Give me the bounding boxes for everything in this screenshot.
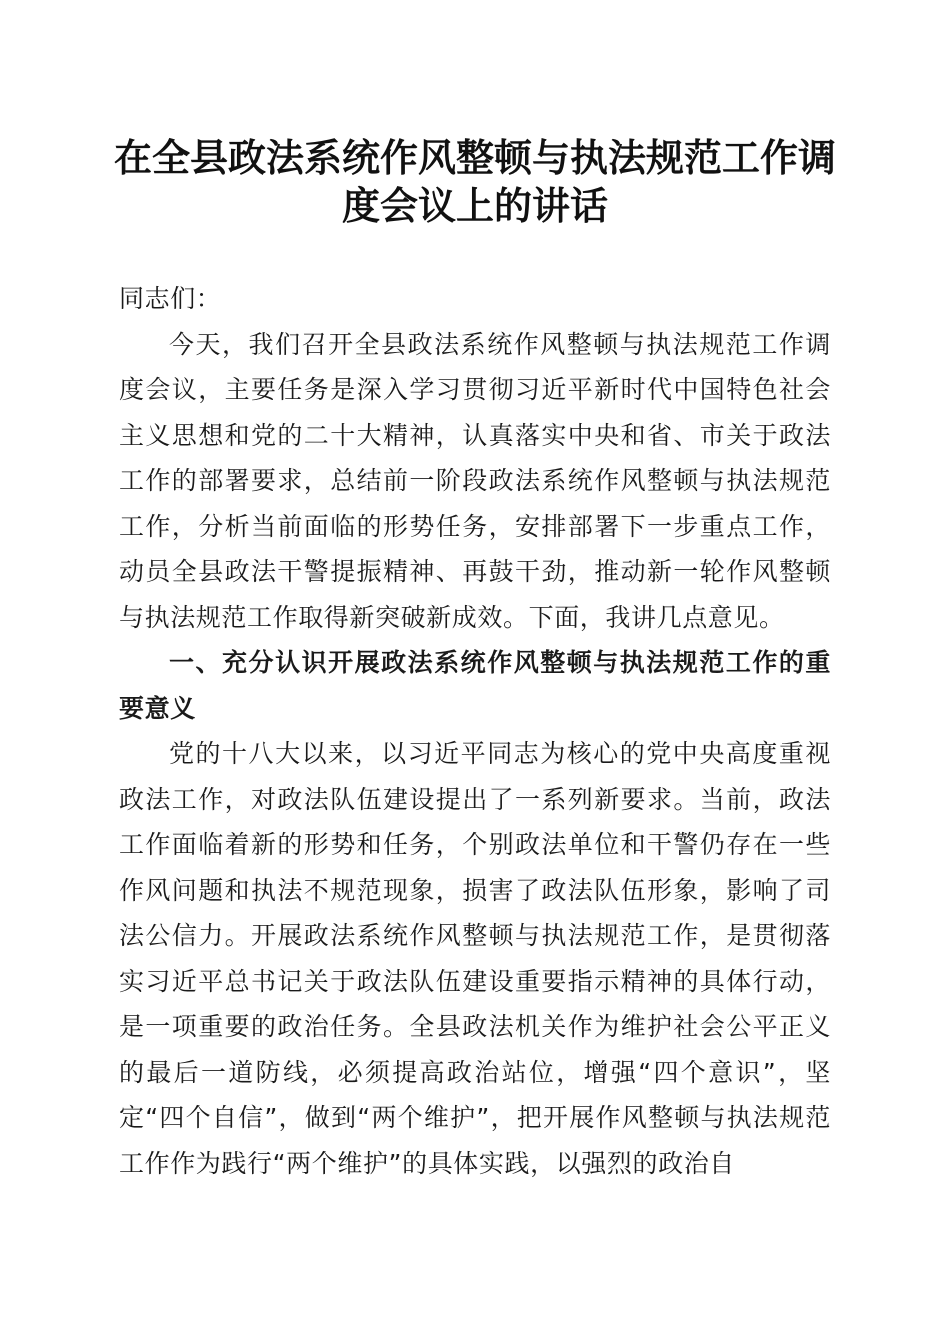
salutation: 同志们： (119, 284, 222, 313)
section-one-paragraph: 党的十八大以来，以习近平同志为核心的党中央高度重视政法工作，对政法队伍建设提出了一系列新要求。当前，政法工作面临着新的形势和任务，个别政法单位和干警仍存在一些作风问题和执法不规范现象，损害了政法队伍形象，影响了司法公信力。开展政法系统作风整顿与执法规范工作，是贯彻落实习近平总书记关于政法队伍建设重要指示精神的具体行动，是一项重要的政治任务。全县政法机关作为维护社会公平正义的最后一道防线，必须提高政治站位，增强“四个意识”，坚定“四个自信”，做到“两个维护”，把开展作风整顿与执法规范工作作为践行“两个维护”的具体实践，以强烈的政治自 (119, 739, 831, 1178)
document-body (119, 276, 831, 1186)
opening-paragraph: 今天，我们召开全县政法系统作风整顿与执法规范工作调度会议，主要任务是深入学习贯彻习近平新时代中国特色社会主义思想和党的二十大精神，认真落实中央和省、市关于政法工作的部署要求，总结前一阶段政法系统作风整顿与执法规范工作，分析当前面临的形势任务，安排部署下一步重点工作，动员全县政法干警提振精神、再鼓干劲，推动新一轮作风整顿与执法规范工作取得新突破新成效。下面，我讲几点意见。 (119, 329, 831, 632)
section-one-heading: 一、充分认识开展政法系统作风整顿与执法规范工作的重要意义 (119, 648, 831, 723)
document-title: 在全县政法系统作风整顿与执法规范工作调度会议上的讲话 (113, 135, 836, 228)
